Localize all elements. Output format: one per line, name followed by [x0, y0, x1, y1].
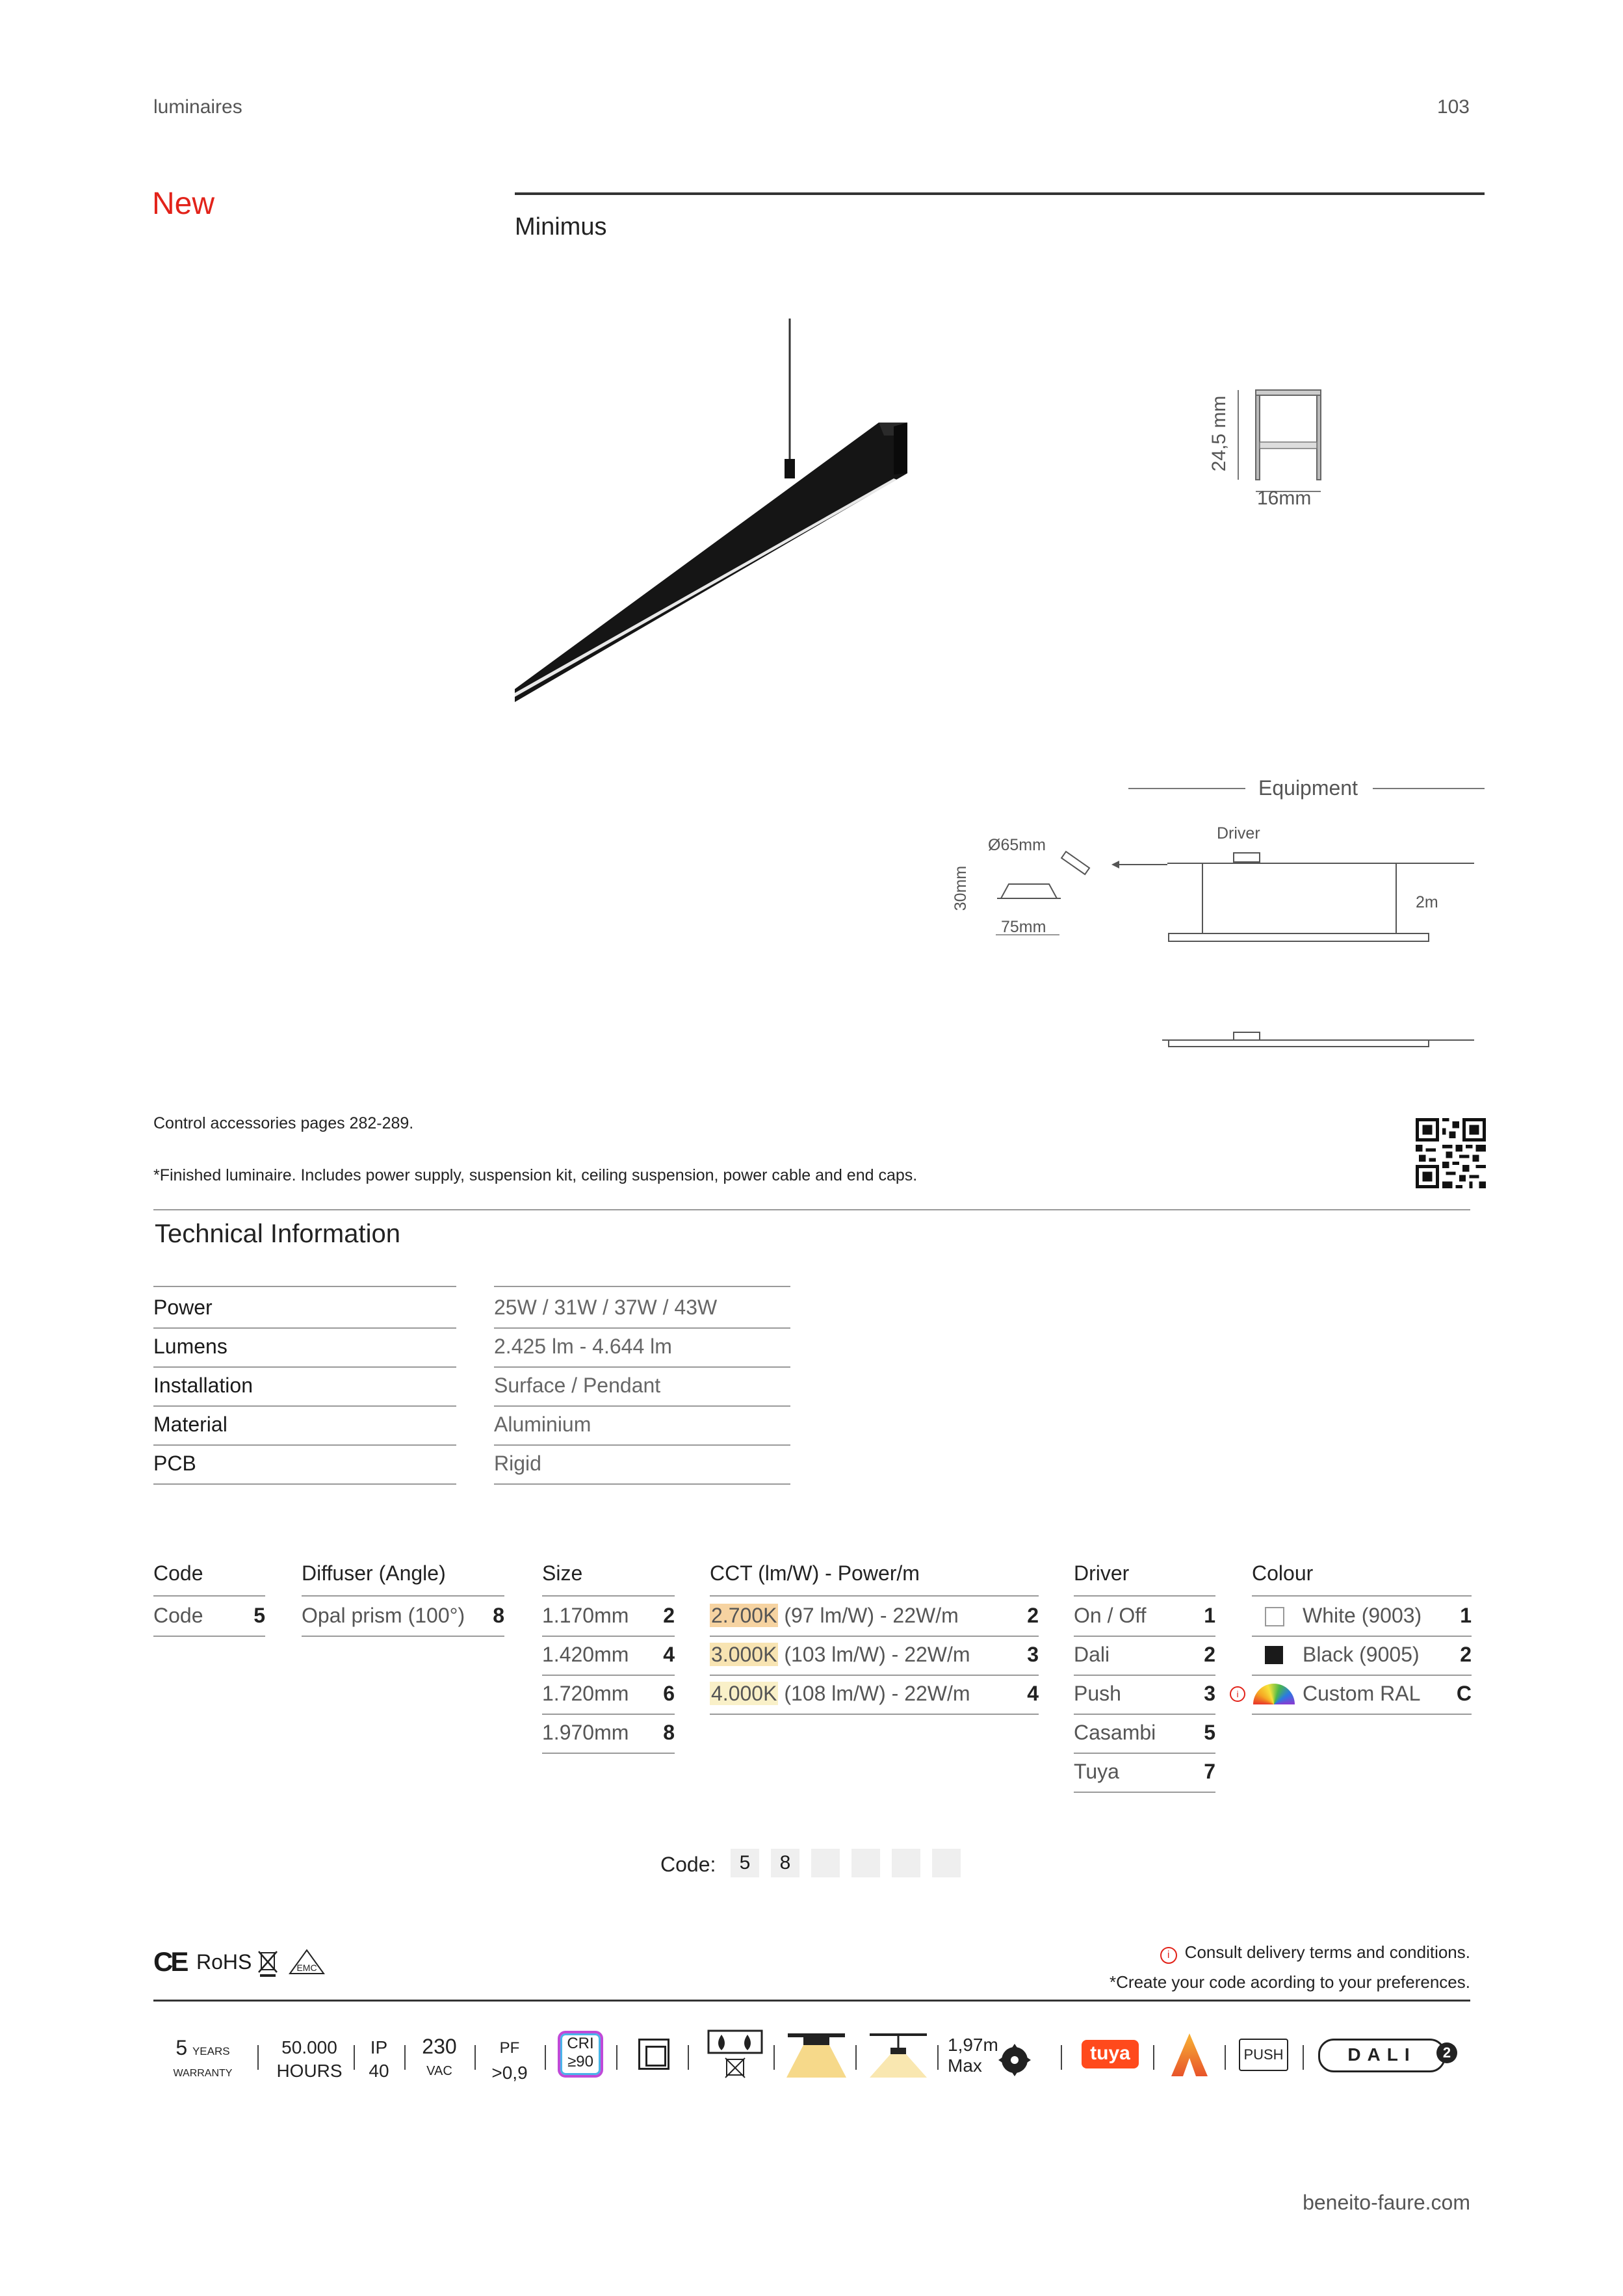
column-header-cct: CCT (lm/W) - Power/m: [710, 1561, 920, 1585]
delivery-create: *Create your code acording to your preferences.: [1110, 1972, 1470, 1992]
voltage-icon: 230 VAC: [422, 2035, 457, 2078]
code-option-label: Code: [153, 1604, 203, 1627]
code-slot[interactable]: [851, 1849, 880, 1877]
info-icon: i: [1230, 1686, 1245, 1702]
ce-mark: CE: [153, 1946, 187, 1977]
code-slot[interactable]: 8: [771, 1849, 799, 1877]
delivery-consult: i Consult delivery terms and conditions.: [1160, 1942, 1470, 1964]
qr-code[interactable]: [1416, 1118, 1486, 1188]
page-number: 103: [1436, 96, 1470, 118]
website-link[interactable]: beneito-faure.com: [1303, 2191, 1470, 2214]
separator: [1061, 2045, 1062, 2070]
tech-value: 25W / 31W / 37W / 43W: [494, 1288, 790, 1329]
column-header-code: Code: [153, 1561, 203, 1585]
fire-safety-icon: [706, 2028, 764, 2087]
colour-option-label: [1236, 1675, 1421, 1712]
cri-icon: CRI ≥90: [558, 2031, 603, 2078]
tech-label: Material: [153, 1405, 456, 1446]
colour-option[interactable]: [1252, 1636, 1472, 1676]
hours-icon: 50.000 HOURS: [276, 2037, 343, 2081]
tech-title: Technical Information: [155, 1220, 400, 1248]
code-option[interactable]: [153, 1597, 265, 1637]
colour-option-code: 2: [1460, 1643, 1472, 1666]
height-dimension: 24,5 mm: [1208, 395, 1230, 472]
cct-option-label: [710, 1597, 959, 1634]
equipment-title: Equipment: [1258, 776, 1358, 800]
tech-label: PCB: [153, 1444, 456, 1485]
separator: [937, 2045, 939, 2070]
separator: [773, 2045, 775, 2070]
driver-label: Driver: [1217, 824, 1260, 842]
pendant-light-icon: [866, 2029, 931, 2081]
ip-rating-icon: IP 40: [369, 2037, 389, 2081]
tech-top-rule-right: [494, 1286, 790, 1287]
height-label: 30mm: [952, 865, 970, 911]
size-option-code: 6: [663, 1682, 675, 1705]
emc-icon: [287, 1948, 326, 1976]
diffuser-option[interactable]: [302, 1597, 504, 1637]
separator: [257, 2045, 259, 2070]
driver-option-code: 7: [1204, 1760, 1215, 1783]
svg-text:EMC: EMC: [296, 1963, 317, 1973]
code-slot[interactable]: [892, 1849, 920, 1877]
tech-label: Installation: [153, 1366, 456, 1407]
push-icon: PUSH: [1239, 2039, 1288, 2071]
size-option-code: 4: [663, 1643, 675, 1666]
colour-option-label: [1303, 1597, 1422, 1634]
driver-option[interactable]: [1074, 1753, 1215, 1793]
cct-temperature: 2.700K: [711, 1604, 777, 1627]
tech-value: Surface / Pendant: [494, 1366, 790, 1407]
rohs-mark: RoHS: [196, 1950, 252, 1974]
certifications: [153, 1945, 348, 1977]
equipment-drawing: [949, 767, 1488, 1066]
code-slot[interactable]: 5: [731, 1849, 759, 1877]
cct-temperature: 4.000K: [711, 1682, 777, 1705]
separator: [616, 2045, 617, 2070]
colour-name: Custom RAL: [1303, 1682, 1421, 1705]
driver-option-label: Dali: [1074, 1643, 1110, 1666]
dali-2-badge: 2: [1436, 2042, 1457, 2063]
finished-note: *Finished luminaire. Includes power supply, suspension kit, ceiling suspension, power cable and end caps.: [153, 1166, 918, 1184]
cct-option-label: [710, 1675, 970, 1712]
section-label: luminaires: [153, 96, 242, 118]
column-header-driver: Driver: [1074, 1561, 1130, 1585]
driver-option-code: 3: [1204, 1682, 1215, 1705]
tuya-icon: tuya: [1082, 2040, 1139, 2068]
saw-blade-icon: [998, 2044, 1031, 2076]
driver-option-code: 2: [1204, 1643, 1215, 1666]
code-slot[interactable]: [811, 1849, 840, 1877]
tech-top-rule-left: [153, 1286, 456, 1287]
cct-details: (97 lm/W) - 22W/m: [778, 1604, 959, 1627]
white-swatch: [1265, 1607, 1284, 1626]
size-option-label: 1.420mm: [542, 1643, 629, 1666]
section-divider: [153, 1209, 1470, 1210]
colour-option-code: C: [1456, 1682, 1472, 1705]
cct-option-label: [710, 1636, 970, 1673]
tech-value: 2.425 lm - 4.644 lm: [494, 1327, 790, 1368]
tech-value: Aluminium: [494, 1405, 790, 1446]
size-option-label: 1.170mm: [542, 1604, 629, 1627]
column-header-colour: Colour: [1252, 1561, 1314, 1585]
warranty-icon: 5 YEARS WARRANTY: [173, 2036, 233, 2079]
dali-icon: DALI: [1318, 2039, 1446, 2072]
colour-option-code: 1: [1460, 1604, 1472, 1627]
size-option[interactable]: [542, 1675, 675, 1715]
driver-option[interactable]: [1074, 1597, 1215, 1637]
separator: [354, 2045, 355, 2070]
feature-icons: [153, 2028, 1473, 2100]
equipment-diagram: [949, 767, 1488, 1066]
max-length-icon: 1,97m Max: [948, 2035, 998, 2076]
tech-label: Power: [153, 1288, 456, 1329]
cct-option-code: 4: [1027, 1682, 1039, 1705]
cct-option-code: 2: [1027, 1604, 1039, 1627]
driver-option[interactable]: [1074, 1714, 1215, 1754]
separator: [1225, 2045, 1226, 2070]
tech-label: Lumens: [153, 1327, 456, 1368]
cct-option[interactable]: [710, 1597, 1039, 1637]
size-option[interactable]: [542, 1636, 675, 1676]
driver-option-label: Push: [1074, 1682, 1121, 1705]
class-ii-icon: [638, 2039, 669, 2070]
separator: [545, 2045, 546, 2070]
driver-option[interactable]: [1074, 1675, 1215, 1715]
column-header-size: Size: [542, 1561, 583, 1585]
driver-option-label: On / Off: [1074, 1604, 1147, 1627]
driver-option-label: Casambi: [1074, 1721, 1156, 1744]
control-note: Control accessories pages 282-289.: [153, 1114, 414, 1132]
cct-option-code: 3: [1027, 1643, 1039, 1666]
tech-value: Rigid: [494, 1444, 790, 1485]
diffuser-option-code: 8: [493, 1604, 504, 1627]
colour-name: Black (9005): [1303, 1643, 1420, 1666]
size-option-label: 1.970mm: [542, 1721, 629, 1744]
colour-option-label: [1303, 1636, 1420, 1673]
separator: [1153, 2045, 1154, 2070]
colour-name: White (9003): [1303, 1604, 1422, 1627]
separator: [855, 2045, 857, 2070]
size-option-code: 8: [663, 1721, 675, 1744]
product-title: Minimus: [515, 213, 607, 241]
size-option-code: 2: [663, 1604, 675, 1627]
driver-option[interactable]: [1074, 1636, 1215, 1676]
code-option-code: 5: [253, 1604, 265, 1627]
cct-details: (108 lm/W) - 22W/m: [778, 1682, 970, 1705]
footer-divider: [153, 2000, 1470, 2002]
width-label: 75mm: [1001, 918, 1046, 936]
cable-label: 2m: [1416, 893, 1438, 911]
diameter-label: Ø65mm: [988, 836, 1046, 854]
separator: [404, 2045, 406, 2070]
code-label: Code:: [660, 1853, 716, 1876]
separator: [688, 2045, 689, 2070]
cct-option[interactable]: [710, 1636, 1039, 1676]
cct-temperature: 3.000K: [711, 1643, 777, 1666]
cct-details: (103 lm/W) - 22W/m: [778, 1643, 970, 1666]
size-option[interactable]: [542, 1714, 675, 1754]
product-image: [507, 312, 923, 715]
driver-option-label: Tuya: [1074, 1760, 1119, 1783]
code-slot[interactable]: [932, 1849, 961, 1877]
column-header-diffuser: Diffuser (Angle): [302, 1561, 446, 1585]
colour-option[interactable]: [1236, 1675, 1472, 1715]
diffuser-option-label: Opal prism (100°): [302, 1604, 465, 1627]
colour-option[interactable]: [1252, 1597, 1472, 1637]
direct-light-icon: [784, 2029, 849, 2081]
driver-option-code: 5: [1204, 1721, 1215, 1744]
size-option-label: 1.720mm: [542, 1682, 629, 1705]
separator: [1303, 2045, 1304, 2070]
size-option[interactable]: [542, 1597, 675, 1637]
casambi-icon: [1170, 2032, 1209, 2078]
width-dimension: 16mm: [1257, 488, 1312, 509]
power-factor-icon: PF >0,9: [491, 2039, 528, 2083]
new-badge: New: [152, 187, 215, 221]
profile-dimensions: [1196, 377, 1326, 520]
cct-option[interactable]: [710, 1675, 1039, 1715]
info-icon: i: [1160, 1947, 1177, 1964]
black-swatch: [1265, 1646, 1283, 1664]
driver-option-code: 1: [1204, 1604, 1215, 1627]
title-rule: [515, 192, 1485, 195]
ral-fan-icon: [1253, 1684, 1295, 1704]
separator: [474, 2045, 476, 2070]
weee-icon: [255, 1945, 281, 1977]
